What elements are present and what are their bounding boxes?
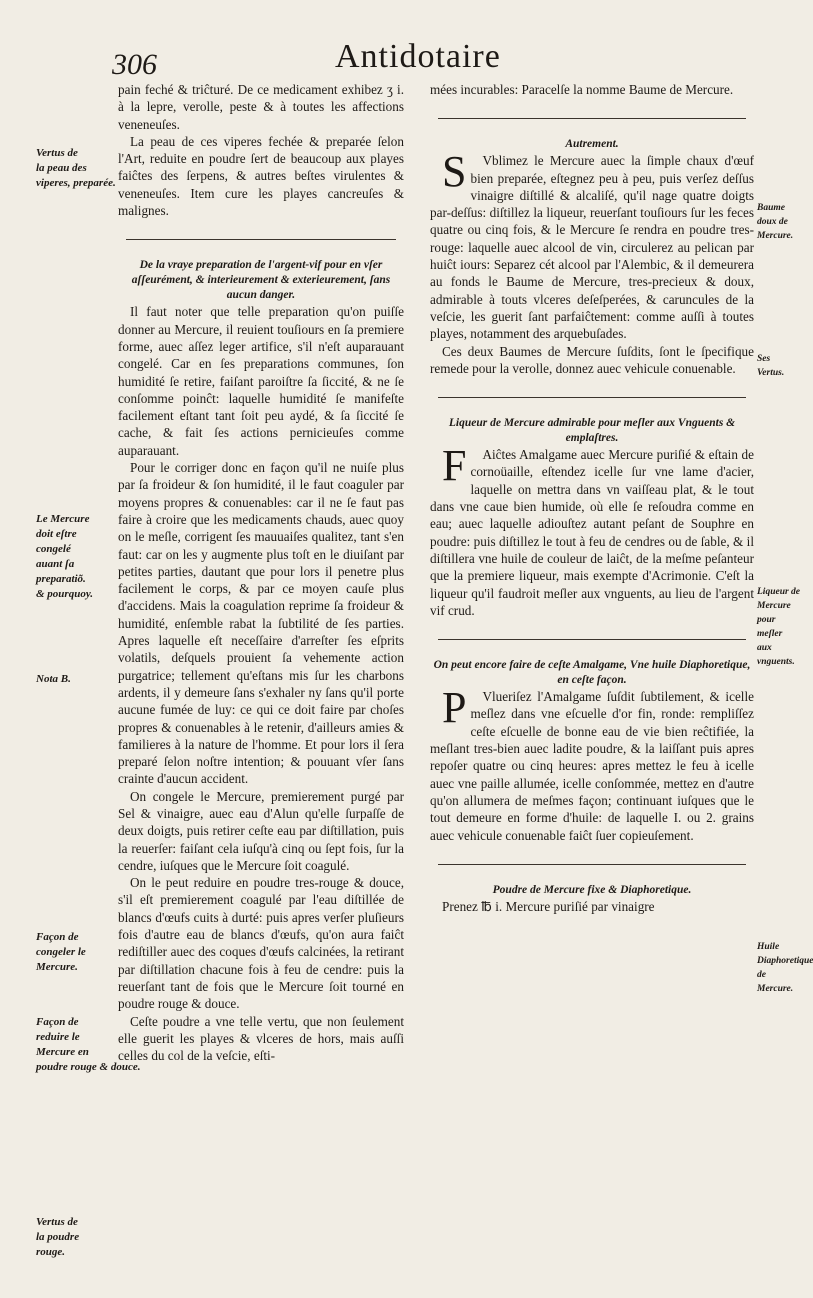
paragraph: Ceſte poudre a vne telle vertu, que non ſeulement elle guerit les playes & vlceres de hors, mais auſſi celles du col de la veſcie, eſti- bbox=[118, 1013, 404, 1064]
margin-note-line: pour meſler bbox=[757, 615, 783, 639]
drop-capital: F bbox=[442, 441, 467, 491]
margin-note-line: auant ſa bbox=[36, 558, 75, 570]
paragraph: On congele le Mercure, premierement purgé par Sel & vinaigre, auec eau d'Alun qu'elle ſurpaſſe de deux doigts, puis retirer ceſte eau par diſtillation, puis la reuerſer: faiſant cela iuſqu'à cinq ou ſept fois, ſur la cendre, iuſques que le Mercure ſoit coagulé. bbox=[118, 788, 404, 873]
margin-note-mercure-congele bbox=[36, 512, 93, 602]
margin-note-line: la peau des bbox=[36, 162, 87, 174]
margin-note-line: Façon de bbox=[36, 1016, 79, 1028]
margin-note-line: Façon de bbox=[36, 931, 79, 943]
left-column bbox=[118, 81, 404, 1064]
margin-note-nota-b bbox=[36, 672, 71, 687]
section-heading: Poudre de Mercure fixe & Diaphoretique. bbox=[492, 883, 692, 896]
margin-note-line: & pourquoy. bbox=[36, 588, 94, 600]
margin-note-vertus-poudre bbox=[36, 1215, 79, 1260]
paragraph: Pour le corriger donc en façon qu'il ne nuiſe plus par ſa froideur & ſon humidité, il le faut coaguler par moyens propres & conuenables: car il ne ſe faut pas faire à croire que les medicaments chauds, auec quoy on le meſle, corrigent ſes mauuaiſes qualitez, tant s'en faut: car on les y augmente plus toſt en le diuiſant par petites parties, dautant que pour lors il penetre plus facilement le corps, & par ce moyen cauſe plus d'accidens. Mais la coagulation reprime ſa froideur & humidité, enſemble rabat la ſubtilité de ſes parties. Apres laquelle eſt neceſſaire d'arreſter ſes eſprits volatils, deſquels prouient ſa vehemente action purgatrice; tellement qu'eſtans mis ſur les charbons ardents, il y demeure ſans s'exhaler ny ſans qu'il porte aucune fumée de luy: ce qui ce doit faire par choſes propres & conuenables à le retenir, d'ailleurs amies & familieres à la nature de l'homme. Et pour lors il ſera preparé ſelon noſtre intention; & pouuant vſer ſans crainte d'aucun accident. bbox=[118, 460, 404, 787]
paragraph: On le peut reduire en poudre tres-rouge & douce, s'il eſt premierement coagulé par l'eau diſtillée de blancs d'œufs cuits à durté: puis apres verſer pluſieurs fois d'autre eau de blancs d'œufs, qu'on aura faiĉt rediſtiller auec des coques d'œufs calcinées, la retirant par diſtillation chacune fois à feu de cendre: puis la reuerſant tant de fois que le Mercure ſoit tourné en poudre rouge & douce. bbox=[118, 875, 404, 1012]
margin-note-line: congeler le bbox=[36, 946, 86, 958]
margin-note-baume bbox=[757, 201, 793, 243]
section-divider bbox=[126, 239, 396, 240]
paragraph: La peau de ces viperes fechée & preparée ſelon l'Art, reduite en poudre ſert de beaucoup aux playes faiĉtes des ſerpens, & autres beſtes virulentes & veneneuſes. Item cure les playes cancreuſes & malignes. bbox=[118, 133, 404, 219]
paragraph: mées incurables: Paracelſe la nomme Baume de Mercure. bbox=[430, 82, 734, 97]
paragraph: Prenez ℔ i. Mercure puriſié par vinaigre bbox=[442, 898, 655, 914]
margin-note-line: la poudre bbox=[36, 1231, 80, 1243]
margin-note-line: Le Mercure bbox=[36, 513, 90, 525]
margin-note-line: congelé bbox=[36, 543, 71, 555]
margin-note-line: doux de bbox=[757, 217, 788, 227]
margin-note-line: Huile Diaphoretique bbox=[757, 942, 813, 966]
right-column bbox=[430, 81, 754, 915]
margin-note-line: preparatiõ. bbox=[36, 573, 86, 585]
margin-note-line: aux vnguents. bbox=[757, 643, 795, 667]
section-heading: De la vraye preparation de l'argent-vif pour en vſer aſſeurément, & interieurement & exterieurement, ſans aucun danger. bbox=[131, 259, 391, 302]
section-divider bbox=[438, 118, 746, 119]
paragraph: Il faut noter que telle preparation qu'on puiſſe donner au Mercure, il reuient touſiours en ſa premiere forme, auec aſſez leger artifice, s'il n'eſt auparauant congelé. Car en ſes preparations communes, ſon humidité ſe retire, faiſant paroiſtre ſa ſiccité, & ne ſe conſomme poinĉt: laquelle humidité ſe manifeſte facilement eſtant tant ſoit peu aydé, & ſa ſiccité ſe cache, & fait ſes actions pernicieuſes comme auparauant. bbox=[118, 304, 404, 458]
margin-note-line: Mercure. bbox=[36, 961, 78, 973]
section-heading: On peut encore faire de ceſte Amalgame, Vne huile Diaphoretique, en ceſte façon. bbox=[433, 659, 751, 687]
section-divider bbox=[438, 397, 746, 398]
margin-note-ses-vertus bbox=[757, 352, 797, 380]
margin-note-line: poudre rouge & douce. bbox=[36, 1061, 141, 1073]
paragraph-text: Vblimez le Mercure auec la ſimple chaux d'œuf bien preparée, eſtegnez peu à peu, puis verſez deſſus vinaigre diſtillé & alcaliſé, qu'il nage quatre doigts par-deſſus: diſtillez la liqueur, reuerſant touſiours ſur les feces quatre ou cinq fois, & le Mercure ſe rendra en poudre tres-rouge: laquelle auec alcool de vin, circulerez au pelican par huiĉt iours: Separez cét alcool par l'Alembic, & il demeurera au fonds le Baume de Mercure, tres-precieux & doux, admirable à touts vlceres deſeſperées, & caruncules de la veſcie, les guerit ſant parfaiĉtement: comme auſſi à toutes playes, notamment des arquebuſades. bbox=[430, 153, 754, 342]
paragraph: Ces deux Baumes de Mercure ſuſdits, ſont le ſpecifique remede pour la verolle, donnez auec vehicule conuenable. bbox=[430, 343, 754, 376]
margin-note-line: Baume bbox=[757, 203, 785, 213]
margin-note-vertus-peau bbox=[36, 146, 116, 191]
paragraph-text: Vlueriſez l'Amalgame ſuſdit ſubtilement, & icelle meſlez dans vne eſcuelle d'or fin, ronde: rempliſſez ceſte eſcuelle de bonne eau de vie bien reĉtifiée, la meſlant tres-bien auec ladite poudre, & la laiſſant puis apres repoſer quatre ou cinq heures: apres mettez le feu à icelle auec vne paille allumée, icelle conſommée, mettez en d'autre qu'on allumera de meſmes façon; continuant iuſques que le tout demeure en forme d'huile: de laquelle I. ou 2. grains auec vehicule conuenable faiĉt ſuer copieuſement. bbox=[430, 689, 754, 843]
page-number: 306 bbox=[112, 48, 157, 81]
paragraph bbox=[430, 147, 754, 342]
margin-note-line: Vertus de bbox=[36, 1216, 78, 1228]
margin-note-line: reduire le bbox=[36, 1031, 80, 1043]
margin-note-huile bbox=[757, 940, 813, 996]
margin-note-line: viperes, preparée. bbox=[36, 177, 116, 189]
section-divider bbox=[438, 864, 746, 865]
margin-note-line: rouge. bbox=[36, 1246, 66, 1258]
margin-note-facon-reduire bbox=[36, 1015, 141, 1075]
margin-note-line: Mercure bbox=[757, 601, 791, 611]
margin-note-liqueur bbox=[757, 585, 800, 669]
margin-note-line: Liqueur de bbox=[757, 587, 801, 597]
section-heading: Liqueur de Mercure admirable pour meſler aux Vnguents & emplaſtres. bbox=[448, 417, 736, 445]
paragraph bbox=[430, 441, 754, 619]
margin-note-facon-congeler bbox=[36, 930, 86, 975]
margin-note-line: Nota B. bbox=[36, 673, 71, 685]
margin-note-line: de Mercure. bbox=[757, 970, 794, 994]
margin-note-line: Ses Vertus. bbox=[757, 354, 785, 378]
paragraph: pain feché & triĉturé. De ce medicament exhibez ʒ i. à la lepre, verolle, peste & à toutes les affections veneneuſes. bbox=[118, 82, 404, 132]
paragraph-text: Aiĉtes Amalgame auec Mercure puriſié & eſtain de cornoüaille, eſtendez icelle ſur vne lame d'acier, laquelle on mettra dans vn vaiſſeau plat, & le tout dans vne caue bien humide, où elle ſe reſoudra comme en eau; auec laquelle adiouſtez autant peſant de Souphre en poudre: puis diſtillez le tout à feu de cendres ou de ſable, & il diſtillera vne huile de couleur de laiĉt, de la meſme peſanteur que la premiere liqueur, mais exempte d'Acrimonie. C'eſt la liqueur qu'il faudroit meſler aux vnguents, au lieu de l'argent vif crud. bbox=[430, 447, 754, 618]
margin-note-line: doit eſtre bbox=[36, 528, 77, 540]
section-heading: Autrement. bbox=[565, 138, 619, 151]
margin-note-line: Mercure. bbox=[757, 231, 794, 241]
drop-capital: S bbox=[442, 147, 467, 197]
margin-note-line: Vertus de bbox=[36, 147, 78, 159]
paragraph bbox=[430, 683, 754, 844]
drop-capital: P bbox=[442, 683, 467, 733]
section-divider bbox=[438, 639, 746, 640]
margin-note-line: Mercure en bbox=[36, 1046, 89, 1058]
running-head: Antidotaire bbox=[335, 38, 501, 75]
